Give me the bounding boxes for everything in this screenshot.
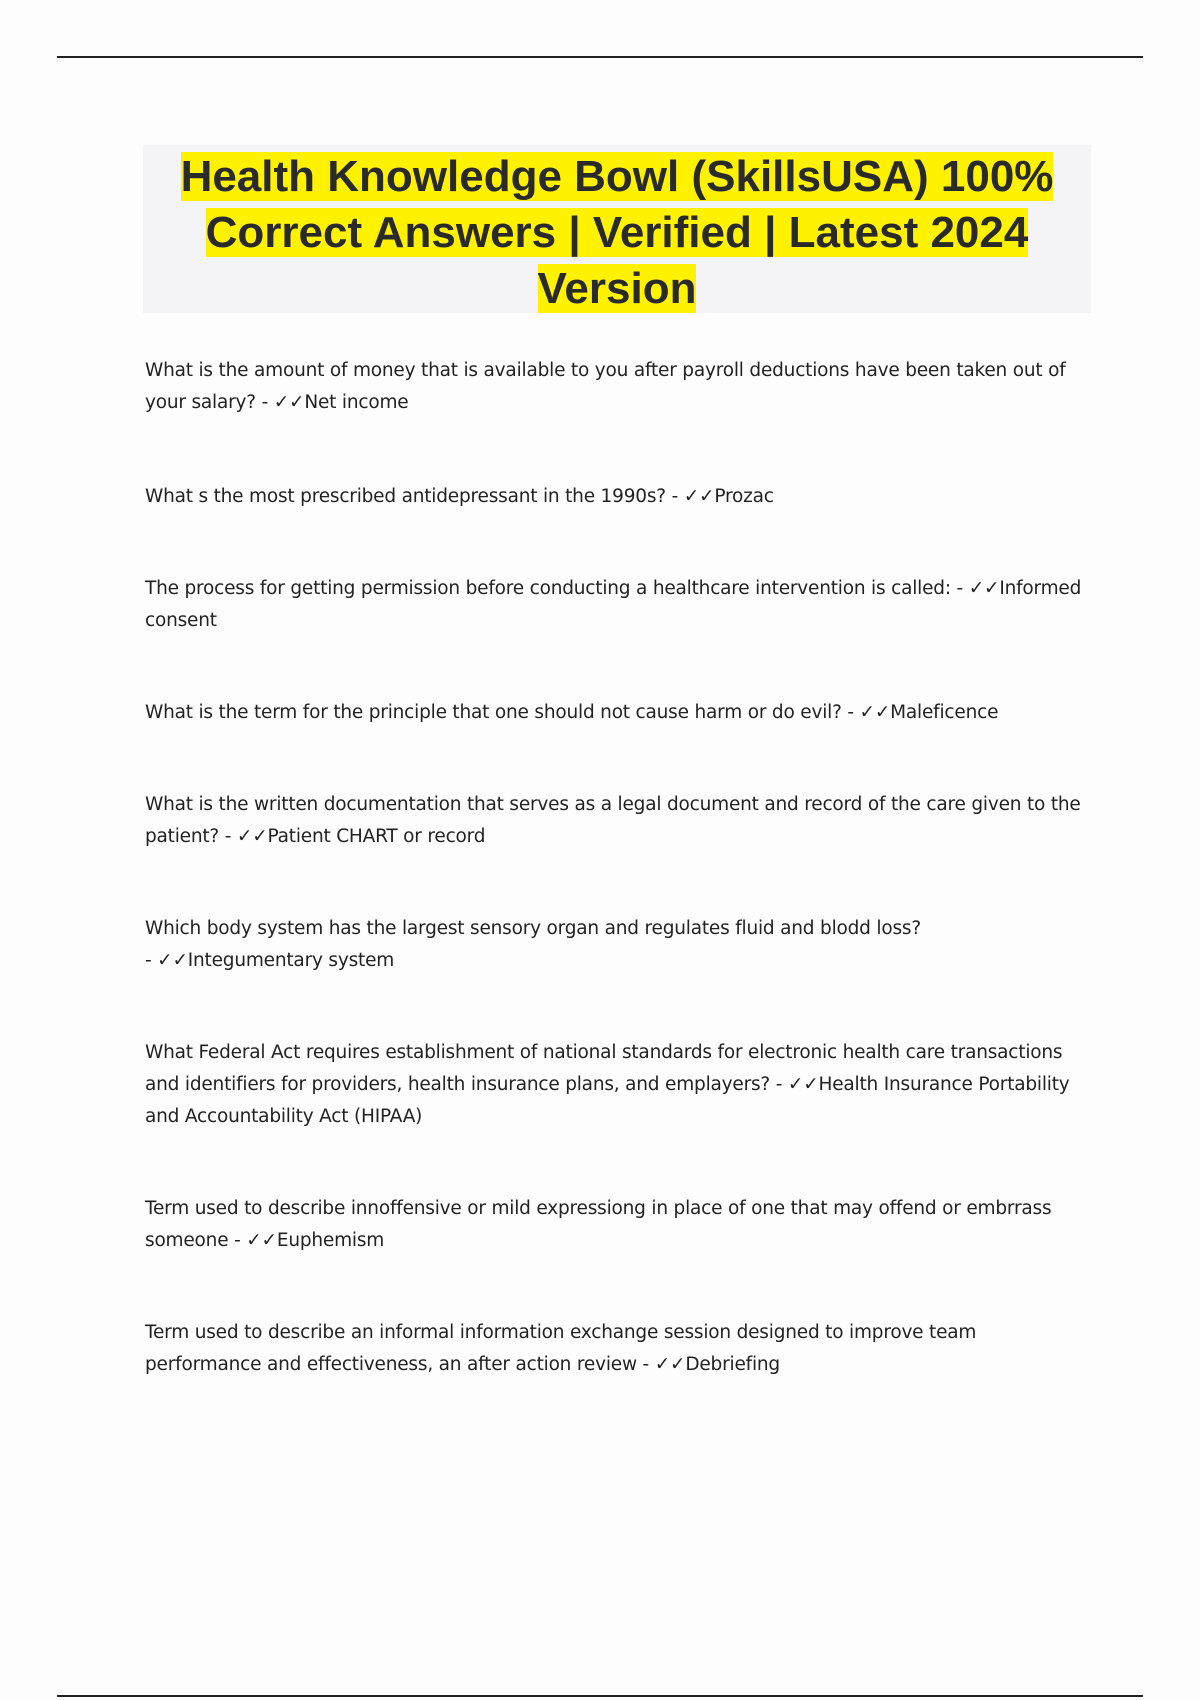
title-highlight: Health Knowledge Bowl (SkillsUSA) 100% Correct Answers | Verified | Latest 2024 Version: [180, 152, 1054, 313]
qa-list: [145, 355, 1095, 1381]
separator: -: [665, 486, 684, 507]
question-text: What Federal Act requires establishment of national standards for electronic health care transactions and identifiers for providers, health insurance plans, and emplayers?: [145, 1042, 1063, 1095]
separator: -: [219, 826, 237, 847]
check-mark-icon: ✓✓: [246, 1230, 277, 1251]
question-text: Which body system has the largest sensory organ and regulates fluid and blodd loss?: [145, 918, 921, 939]
check-mark-icon: ✓✓: [787, 1074, 819, 1095]
question-text: The process for getting permission before conducting a healthcare intervention is called:: [145, 578, 951, 599]
separator: -: [636, 1354, 655, 1375]
qa-item: [145, 1193, 1095, 1257]
qa-item: [145, 481, 1095, 513]
check-mark-icon: ✓✓: [859, 702, 891, 723]
check-mark-icon: ✓✓: [157, 950, 188, 971]
check-mark-icon: ✓✓: [654, 1354, 686, 1375]
check-mark-icon: ✓✓: [236, 826, 268, 847]
answer-text: Informed consent: [145, 578, 1082, 631]
question-text: What s the most prescribed antidepressant in the 1990s?: [145, 486, 666, 507]
qa-item: [145, 355, 1095, 419]
question-text: Term used to describe an informal information exchange session designed to improve team performance and effectiveness, an after action review: [145, 1322, 977, 1375]
qa-item: [145, 1037, 1095, 1133]
question-text: Term used to describe innoffensive or mild expressiong in place of one that may offend or embrrass someone: [145, 1198, 1052, 1251]
question-text: What is the term for the principle that one should not cause harm or do evil?: [145, 702, 842, 723]
qa-item: [145, 789, 1095, 853]
bottom-rule: [57, 1695, 1143, 1697]
answer-text: Patient CHART or record: [267, 826, 486, 847]
question-text: What is the written documentation that serves as a legal document and record of the care given to the patient?: [145, 794, 1081, 847]
answer-text: Debriefing: [685, 1354, 780, 1375]
qa-item: [145, 697, 1095, 729]
separator: -: [841, 702, 860, 723]
answer-text: Integumentary system: [187, 950, 395, 971]
answer-text: Euphemism: [276, 1230, 385, 1251]
qa-item: [145, 573, 1095, 637]
check-mark-icon: ✓✓: [968, 578, 1000, 599]
qa-item: [145, 913, 1095, 977]
answer-text: Health Insurance Portability and Accountability Act (HIPAA): [145, 1074, 1070, 1127]
separator: -: [770, 1074, 788, 1095]
question-text: What is the amount of money that is available to you after payroll deductions have been taken out of your salary?: [145, 360, 1066, 413]
separator: -: [145, 950, 158, 971]
separator: -: [950, 578, 969, 599]
answer-text: Maleficence: [890, 702, 999, 723]
answer-text: Prozac: [714, 486, 774, 507]
separator: -: [228, 1230, 247, 1251]
answer-text: Net income: [304, 392, 409, 413]
top-rule: [57, 56, 1143, 58]
document-title: [143, 149, 1091, 317]
qa-item: [145, 1317, 1095, 1381]
title-banner: [143, 145, 1091, 313]
check-mark-icon: ✓✓: [273, 392, 305, 413]
separator: -: [255, 392, 274, 413]
check-mark-icon: ✓✓: [683, 486, 715, 507]
